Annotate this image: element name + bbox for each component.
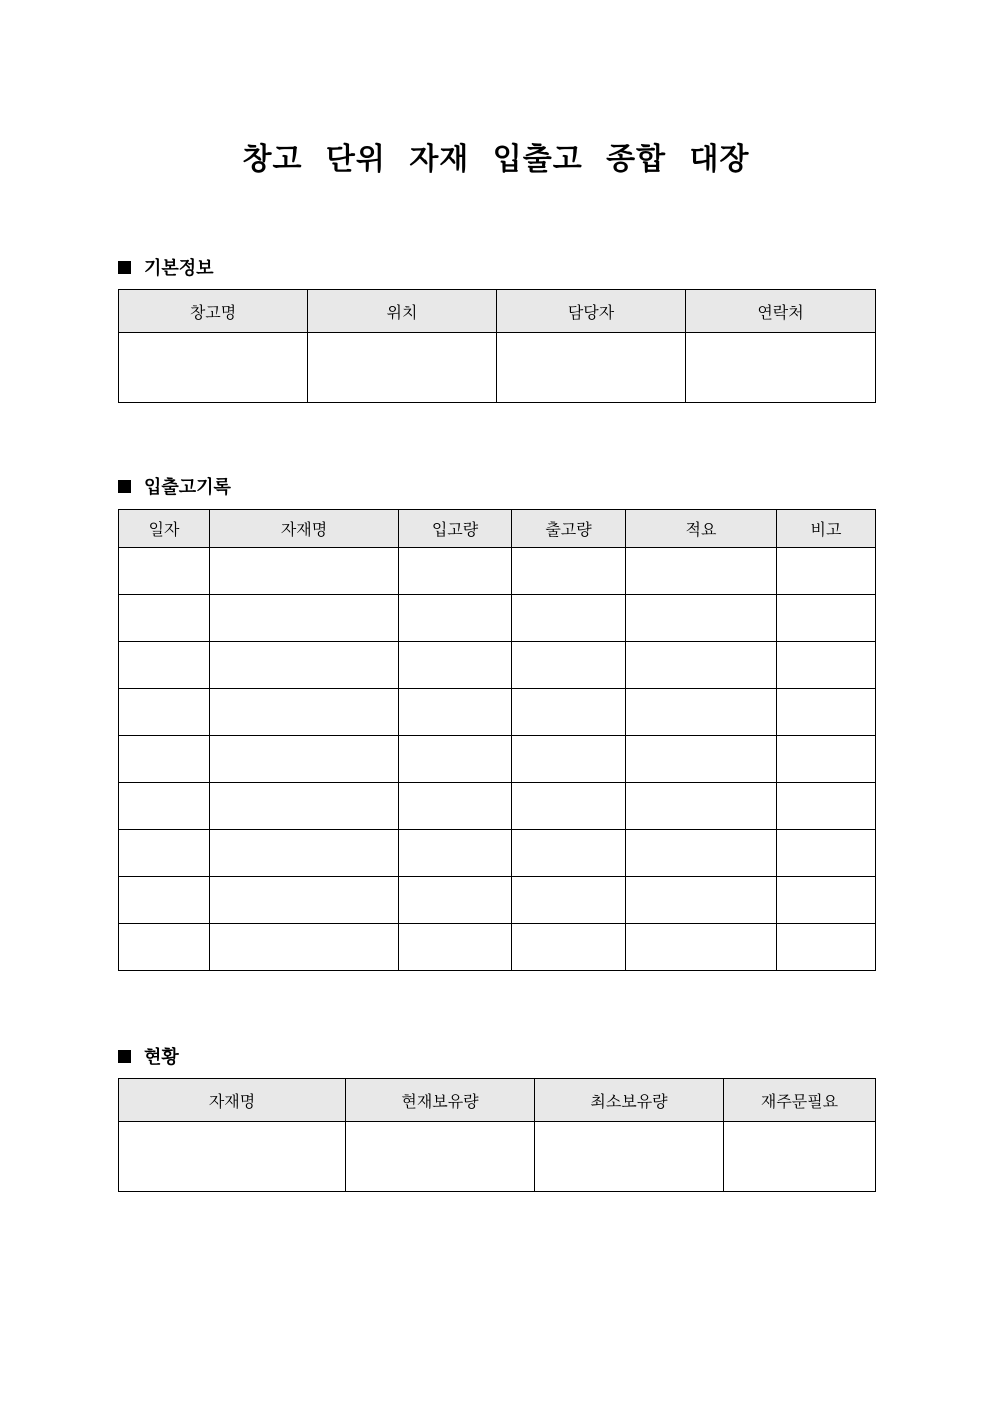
basic-info-heading-label: 기본정보: [144, 258, 214, 279]
minimum-stock-cell[interactable]: [535, 1122, 724, 1192]
records-heading-label: 입출고기록: [144, 477, 231, 498]
summary-cell[interactable]: [626, 877, 777, 924]
status-heading: [118, 1043, 179, 1069]
table-row: [119, 595, 876, 642]
inbound-qty-cell[interactable]: [399, 642, 512, 689]
status-table: [118, 1078, 876, 1192]
date-cell[interactable]: [119, 830, 210, 877]
summary-cell[interactable]: [626, 642, 777, 689]
warehouse-name-cell[interactable]: [119, 333, 308, 403]
material-name-cell[interactable]: [210, 783, 399, 830]
basic-info-table: [118, 289, 876, 403]
table-row: [119, 689, 876, 736]
material-name-cell[interactable]: [210, 595, 399, 642]
summary-cell[interactable]: [626, 689, 777, 736]
summary-cell[interactable]: [626, 924, 777, 971]
date-cell[interactable]: [119, 595, 210, 642]
remarks-cell[interactable]: [777, 830, 876, 877]
contact-cell[interactable]: [686, 333, 876, 403]
date-cell[interactable]: [119, 736, 210, 783]
date-cell[interactable]: [119, 642, 210, 689]
header-manager: 담당자: [497, 290, 686, 333]
manager-cell[interactable]: [497, 333, 686, 403]
remarks-cell[interactable]: [777, 689, 876, 736]
remarks-cell[interactable]: [777, 595, 876, 642]
table-header-row: [119, 1079, 876, 1122]
summary-cell[interactable]: [626, 830, 777, 877]
summary-cell[interactable]: [626, 548, 777, 595]
records-table: [118, 509, 876, 971]
outbound-qty-cell[interactable]: [512, 830, 626, 877]
square-bullet-icon: [118, 1050, 131, 1063]
remarks-cell[interactable]: [777, 642, 876, 689]
inbound-qty-cell[interactable]: [399, 783, 512, 830]
material-name-cell[interactable]: [210, 548, 399, 595]
header-location: 위치: [308, 290, 497, 333]
table-row: [119, 830, 876, 877]
basic-info-heading: [118, 254, 214, 280]
date-cell[interactable]: [119, 877, 210, 924]
inbound-qty-cell[interactable]: [399, 595, 512, 642]
material-name-cell[interactable]: [210, 736, 399, 783]
outbound-qty-cell[interactable]: [512, 548, 626, 595]
header-date: 일자: [119, 510, 210, 548]
table-row: [119, 1122, 876, 1192]
location-cell[interactable]: [308, 333, 497, 403]
table-row: [119, 548, 876, 595]
page-title: 창고 단위 자재 입출고 종합 대장: [242, 142, 750, 177]
header-material-name: 자재명: [119, 1079, 346, 1122]
summary-cell[interactable]: [626, 736, 777, 783]
inbound-qty-cell[interactable]: [399, 548, 512, 595]
remarks-cell[interactable]: [777, 783, 876, 830]
date-cell[interactable]: [119, 783, 210, 830]
reorder-needed-cell[interactable]: [724, 1122, 876, 1192]
outbound-qty-cell[interactable]: [512, 783, 626, 830]
remarks-cell[interactable]: [777, 877, 876, 924]
outbound-qty-cell[interactable]: [512, 924, 626, 971]
table-row: [119, 783, 876, 830]
table-header-row: [119, 510, 876, 548]
summary-cell[interactable]: [626, 783, 777, 830]
material-name-cell[interactable]: [210, 924, 399, 971]
table-row: [119, 924, 876, 971]
table-row: [119, 736, 876, 783]
table-row: [119, 877, 876, 924]
header-contact: 연락처: [686, 290, 876, 333]
square-bullet-icon: [118, 480, 131, 493]
date-cell[interactable]: [119, 924, 210, 971]
inbound-qty-cell[interactable]: [399, 736, 512, 783]
records-heading: [118, 473, 231, 499]
material-name-cell[interactable]: [210, 642, 399, 689]
material-name-cell[interactable]: [119, 1122, 346, 1192]
header-inbound-qty: 입고량: [399, 510, 512, 548]
remarks-cell[interactable]: [777, 924, 876, 971]
header-minimum-stock: 최소보유량: [535, 1079, 724, 1122]
table-row: [119, 333, 876, 403]
inbound-qty-cell[interactable]: [399, 689, 512, 736]
date-cell[interactable]: [119, 689, 210, 736]
inbound-qty-cell[interactable]: [399, 924, 512, 971]
header-current-stock: 현재보유량: [346, 1079, 535, 1122]
table-header-row: [119, 290, 876, 333]
table-row: [119, 642, 876, 689]
material-name-cell[interactable]: [210, 877, 399, 924]
status-heading-label: 현황: [144, 1047, 179, 1068]
outbound-qty-cell[interactable]: [512, 642, 626, 689]
outbound-qty-cell[interactable]: [512, 877, 626, 924]
remarks-cell[interactable]: [777, 736, 876, 783]
outbound-qty-cell[interactable]: [512, 736, 626, 783]
square-bullet-icon: [118, 261, 131, 274]
inbound-qty-cell[interactable]: [399, 830, 512, 877]
header-summary: 적요: [626, 510, 777, 548]
outbound-qty-cell[interactable]: [512, 595, 626, 642]
inbound-qty-cell[interactable]: [399, 877, 512, 924]
material-name-cell[interactable]: [210, 830, 399, 877]
material-name-cell[interactable]: [210, 689, 399, 736]
header-warehouse-name: 창고명: [119, 290, 308, 333]
header-remarks: 비고: [777, 510, 876, 548]
header-reorder-needed: 재주문필요: [724, 1079, 876, 1122]
remarks-cell[interactable]: [777, 548, 876, 595]
header-material-name: 자재명: [210, 510, 399, 548]
header-outbound-qty: 출고량: [512, 510, 626, 548]
outbound-qty-cell[interactable]: [512, 689, 626, 736]
current-stock-cell[interactable]: [346, 1122, 535, 1192]
date-cell[interactable]: [119, 548, 210, 595]
summary-cell[interactable]: [626, 595, 777, 642]
